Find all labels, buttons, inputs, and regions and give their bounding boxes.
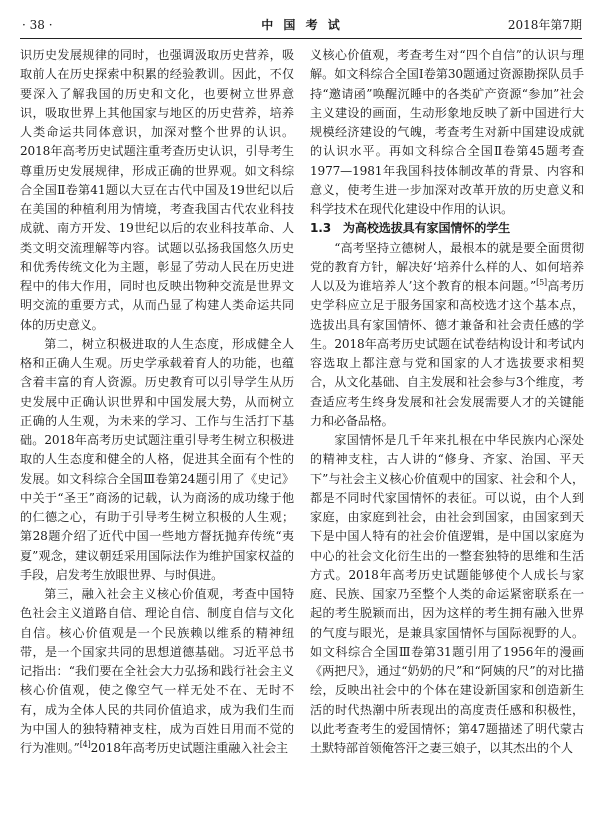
paragraph — [20, 585, 294, 758]
citation-ref: [4] — [79, 739, 91, 749]
paragraph: 义核心价值观，考查考生对“四个自信”的认识与理解。如文科综合全国Ⅰ卷第30题通过资源勘探队员手持“邀请函”唤醒沉睡中的各类矿产资源“参加”社会主义建设的画面，生动形象地反映了新中国进行大规模经济建设的气魄，考查考生对新中国建设成就的认识水平。再如文科综合全国Ⅱ卷第45题考查1977—1981年我国科技体制改革的背景、内容和意义，使考生进一步加深对改革开放的历史意义和科学技术在现代化建设中作用的认识。 — [310, 48, 584, 216]
paragraph — [310, 239, 584, 432]
issue-label: 2018年第7期 — [507, 18, 582, 32]
paragraph: 第二，树立积极进取的人生态度，形成健全人格和正确人生观。历史学承载着育人的功能，也蕴含着丰富的育人资源。历史教育可以引导学生从历史发展中正确认识世界和中国发展大势，从而树立正确的人生观，为未来的学习、工作与生活打下基础。2018年高考历史试题注重引导考生树立积极进取的人生态度和健全的人格，促进其全面有个性的发展。如文科综合全国Ⅲ卷第24题引用了《史记》中关于“圣王”商汤的记载，认为商汤的成功缘于他的仁德之心，有助于引导考生树立积极的人生观；第28题介绍了近代中国一些地方督抚抛弃传统“夷夏”观念，建议朝廷采用国际法作为维护国家权益的手段，启发考生放眼世界、与时俱进。 — [20, 336, 294, 582]
header-rule — [20, 38, 582, 39]
right-column — [310, 46, 584, 816]
citation-ref: [5] — [536, 277, 547, 287]
page-header — [22, 14, 582, 36]
paragraph: 识历史发展规律的同时，也强调汲取历史营养，吸取前人在历史探索中积累的经验教训。因此，不仅要深入了解我国的历史和文化，也要树立世界意识，吸取世界上其他国家与地区的历史营养，培养人类命运共同体意识，加深对整个世界的认识。2018年高考历史试题注重考查历史认识，引导考生尊重历史发展规律，形成正确的世界观。如文科综合全国Ⅱ卷第41题以大豆在古代中国及19世纪以后在美国的种植利用为情境，考查我国古代农业科技成就、南方开发、19世纪以后的农业科技革命、人类文明交流理解等内容。试题以弘扬我国悠久历史和优秀传统文化为主题，彰显了劳动人民在历史进程中的伟大作用，同时也反映出物种交流是世界文明交流的重要方式，从而凸显了构建人类命运共同体的历史意义。 — [20, 48, 294, 332]
journal-title: 中 国 考 试 — [261, 18, 343, 32]
left-column — [20, 46, 294, 816]
paragraph-text: 2018年高考历史试题注重融入社会主 — [90, 741, 288, 755]
paragraph-text: 第三，融入社会主义核心价值观，考查中国特色社会主义道路自信、理论自信、制度自信与文化自信。核心价值观是一个民族赖以维系的精神纽带，是一个国家共同的思想道德基础。习近平总书记指出：“我们要在全社会大力弘扬和践行社会主义核心价值观，使之像空气一样无处不在、无时不有，成为全体人民的共同价值追求，成为我们生而为中国人的独特精神支柱，成为百姓日用而不觉的行为准则。” — [20, 587, 294, 755]
paragraph-text: “高考坚持立德树人，最根本的就是要全面贯彻党的教育方针，解决好‘培养什么样的人、如何培养人以及为谁培养人’这个教育的根本问题。” — [310, 240, 584, 293]
paragraph: 家国情怀是几千年来扎根在中华民族内心深处的精神支柱，古人讲的“修身、齐家、治国、平天下”与社会主义核心价值观中的国家、社会和个人，都是不同时代家国情怀的表征。可以说，由个人到家庭，由家庭到社会，由社会到国家，由国家到天下是中国人特有的社会价值逻辑，是中国以家庭为中心的社会文化衍生出的一整套独特的思维和生活方式。2018年高考历史试题能够使个人成长与家庭、民族、国家乃至整个人类的命运紧密联系在一起的考生脱颖而出，因为这样的考生拥有融入世界的气度与眼光，是兼具家国情怀与国际视野的人。如文科综合全国Ⅲ卷第31题引用了1956年的漫画《两把尺》，通过“奶奶的尺”和“阿姨的尺”的对比描绘，反映出社会中的个体在建设新国家和创造新生活的时代热潮中所表现出的高度责任感和积极性，以此考查考生的爱国情怀；第47题描述了明代蒙古土默特部首领俺答汗之妻三娘子，以其杰出的个人 — [310, 433, 584, 755]
section-heading: 1.3 为高校选拔具有家国情怀的学生 — [310, 221, 511, 236]
paragraph-text: 高考历史学科应立足于服务国家和高校选才这个基本点，选拔出具有家国情怀、德才兼备和社会责任感的学生。2018年高考历史试题在试卷结构设计和考试内容选取上都注意与党和国家的人才选拔要求相契合，从文化基础、自主发展和社会参与3个维度，考查适应考生终身发展和社会发展需要人才的关键能力和必备品格。 — [310, 279, 584, 428]
page-number: · 38 · — [22, 18, 53, 32]
